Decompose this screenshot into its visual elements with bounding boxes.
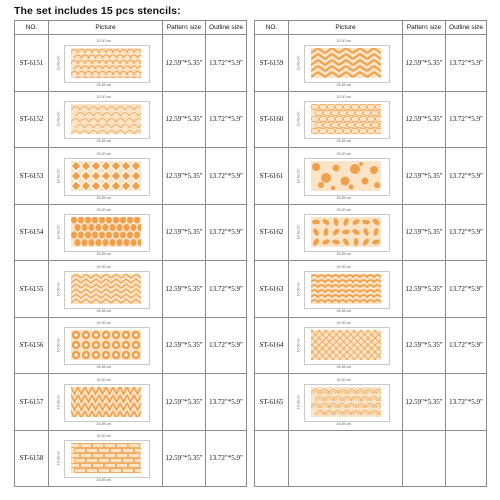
diamonds-icon <box>71 161 141 191</box>
dim-label-bottom: 34.85 cm <box>336 82 352 87</box>
table-row <box>255 35 487 92</box>
page-heading: The set includes 15 pcs stencils: <box>14 5 181 17</box>
stencil-picture <box>56 95 156 143</box>
stencil-frame <box>64 440 150 478</box>
dim-label-top: 32.00 cm <box>96 38 112 43</box>
bricks-icon <box>71 443 141 473</box>
dim-label-top: 32.00 cm <box>336 151 352 156</box>
dim-label-top: 32.00 cm <box>96 321 112 326</box>
dim-label-left: 13.60 cm <box>55 55 60 71</box>
dim-label-left: 13.60 cm <box>55 168 60 184</box>
col-header-outline-size: Outline size <box>206 21 247 35</box>
stencil-table-right <box>254 20 487 487</box>
stencil-frame <box>64 327 150 365</box>
pattern-size: 12.59"*5.35" <box>403 148 446 205</box>
outline-size: 13.72"*5.9" <box>206 35 247 92</box>
stencil-frame <box>64 101 150 139</box>
dim-label-left: 13.60 cm <box>295 281 300 297</box>
dim-label-left: 13.60 cm <box>55 450 60 466</box>
dim-label-top: 32.00 cm <box>96 151 112 156</box>
outline-size: 13.72"*5.9" <box>446 148 487 205</box>
stencil-number: ST-6159 <box>255 35 289 92</box>
basketweave-icon <box>311 48 381 78</box>
outline-size: 13.72"*5.9" <box>446 317 487 374</box>
chevrons-icon <box>71 274 141 304</box>
dim-label-top: 32.00 cm <box>336 95 352 100</box>
dim-label-bottom: 34.85 cm <box>336 308 352 313</box>
dim-label-top: 32.00 cm <box>96 377 112 382</box>
table-row <box>255 374 487 431</box>
waves-icon <box>311 274 381 304</box>
pattern-size <box>403 430 446 487</box>
outline-size: 13.72"*5.9" <box>446 204 487 261</box>
stencil-picture <box>56 152 156 200</box>
herringbone-icon <box>71 387 141 417</box>
cobblestone-icon <box>311 104 381 134</box>
outline-size: 13.72"*5.9" <box>206 374 247 431</box>
table-row <box>15 430 247 487</box>
pattern-size: 12.59"*5.35" <box>403 204 446 261</box>
dim-label-top: 32.00 cm <box>336 321 352 326</box>
pattern-size: 12.59"*5.35" <box>163 204 206 261</box>
outline-size: 13.72"*5.9" <box>206 204 247 261</box>
dim-label-left: 13.60 cm <box>55 337 60 353</box>
pattern-size: 12.59"*5.35" <box>403 374 446 431</box>
outline-size: 13.72"*5.9" <box>206 430 247 487</box>
dim-label-left: 13.60 cm <box>295 224 300 240</box>
col-header-pattern-size: Pattern size <box>403 21 446 35</box>
stencil-number: ST-6165 <box>255 374 289 431</box>
outline-size: 13.72"*5.9" <box>206 317 247 374</box>
stencil-frame <box>304 271 390 309</box>
pattern-size: 12.59"*5.35" <box>163 91 206 148</box>
pattern-size: 12.59"*5.35" <box>163 317 206 374</box>
arches-icon <box>71 104 141 134</box>
pattern-size: 12.59"*5.35" <box>163 261 206 318</box>
stencil-picture <box>56 321 156 369</box>
stencil-picture <box>296 378 396 426</box>
dim-label-bottom: 34.85 cm <box>336 252 352 257</box>
stencil-frame <box>304 158 390 196</box>
table-row <box>255 148 487 205</box>
table-row <box>15 204 247 261</box>
dim-label-left: 13.60 cm <box>295 168 300 184</box>
stencil-frame <box>64 214 150 252</box>
dim-label-bottom: 34.85 cm <box>336 195 352 200</box>
dim-label-left: 13.60 cm <box>55 111 60 127</box>
dim-label-bottom: 34.85 cm <box>96 365 112 370</box>
fans-icon <box>311 387 381 417</box>
stencil-picture <box>56 265 156 313</box>
outline-size <box>446 430 487 487</box>
flowers-icon <box>71 330 141 360</box>
dots-icon <box>311 161 381 191</box>
table-row <box>15 148 247 205</box>
outline-size: 13.72"*5.9" <box>206 91 247 148</box>
dim-label-bottom: 34.85 cm <box>96 139 112 144</box>
stencil-picture <box>56 434 156 482</box>
dim-label-top: 32.00 cm <box>96 434 112 439</box>
pattern-size: 12.59"*5.35" <box>163 430 206 487</box>
stencil-number: ST-6160 <box>255 91 289 148</box>
picture-cell <box>49 430 163 487</box>
lattice-icon <box>71 217 141 247</box>
table-row <box>255 91 487 148</box>
dim-label-left: 13.60 cm <box>55 281 60 297</box>
stencil-number: ST-6161 <box>255 148 289 205</box>
stencil-picture <box>296 95 396 143</box>
picture-cell <box>289 148 403 205</box>
stencil-number: ST-6151 <box>15 35 49 92</box>
picture-cell <box>289 430 403 487</box>
stencil-frame <box>304 214 390 252</box>
stencil-number: ST-6158 <box>15 430 49 487</box>
stencil-number: ST-6154 <box>15 204 49 261</box>
stencil-picture <box>56 208 156 256</box>
dim-label-left: 13.60 cm <box>55 224 60 240</box>
pattern-size: 12.59"*5.35" <box>403 317 446 374</box>
stencil-picture <box>296 321 396 369</box>
stencil-number: ST-6157 <box>15 374 49 431</box>
dim-label-bottom: 34.85 cm <box>336 139 352 144</box>
col-header-pattern-size: Pattern size <box>163 21 206 35</box>
picture-cell <box>289 35 403 92</box>
pattern-size: 12.59"*5.35" <box>403 261 446 318</box>
dim-label-top: 32.00 cm <box>96 264 112 269</box>
dim-label-bottom: 34.85 cm <box>96 478 112 483</box>
dim-label-top: 32.00 cm <box>96 208 112 213</box>
picture-cell <box>49 91 163 148</box>
stencil-picture <box>296 39 396 87</box>
stencil-number: ST-6152 <box>15 91 49 148</box>
picture-cell <box>289 317 403 374</box>
dim-label-left: 13.60 cm <box>295 55 300 71</box>
pattern-size: 12.59"*5.35" <box>163 374 206 431</box>
stencil-number: ST-6163 <box>255 261 289 318</box>
scales-icon <box>71 48 141 78</box>
stencil-picture <box>296 208 396 256</box>
stencil-picture <box>56 39 156 87</box>
outline-size: 13.72"*5.9" <box>446 91 487 148</box>
col-header-no: NO. <box>15 21 49 35</box>
stencil-picture <box>296 152 396 200</box>
stencil-number: ST-6155 <box>15 261 49 318</box>
picture-cell <box>49 148 163 205</box>
outline-size: 13.72"*5.9" <box>446 35 487 92</box>
stencil-number: ST-6162 <box>255 204 289 261</box>
outline-size: 13.72"*5.9" <box>206 148 247 205</box>
dim-label-top: 32.00 cm <box>336 264 352 269</box>
picture-cell <box>289 91 403 148</box>
picture-cell <box>289 261 403 318</box>
stencil-picture <box>56 378 156 426</box>
picture-cell <box>49 374 163 431</box>
pattern-size: 12.59"*5.35" <box>403 35 446 92</box>
stencil-number: ST-6153 <box>15 148 49 205</box>
outline-size: 13.72"*5.9" <box>446 261 487 318</box>
col-header-picture: Picture <box>289 21 403 35</box>
dim-label-top: 32.00 cm <box>336 377 352 382</box>
empty-row <box>255 430 487 487</box>
picture-cell <box>49 317 163 374</box>
dim-label-bottom: 34.85 cm <box>96 195 112 200</box>
picture-cell <box>289 204 403 261</box>
picture-cell <box>49 204 163 261</box>
col-header-no: NO. <box>255 21 289 35</box>
col-header-picture: Picture <box>49 21 163 35</box>
picture-cell <box>289 374 403 431</box>
stencil-frame <box>64 45 150 83</box>
outline-size: 13.72"*5.9" <box>206 261 247 318</box>
table-header-row <box>15 21 247 35</box>
picture-cell <box>49 35 163 92</box>
table-row <box>15 317 247 374</box>
table-row <box>15 91 247 148</box>
table-row <box>255 204 487 261</box>
stencil-frame <box>64 158 150 196</box>
stencil-picture <box>296 265 396 313</box>
stencil-number: ST-6156 <box>15 317 49 374</box>
table-row <box>15 35 247 92</box>
leaves-icon <box>311 217 381 247</box>
stencil-number: ST-6164 <box>255 317 289 374</box>
dim-label-left: 13.60 cm <box>295 111 300 127</box>
dim-label-top: 32.00 cm <box>336 38 352 43</box>
dim-label-bottom: 34.85 cm <box>96 82 112 87</box>
stencil-frame <box>64 384 150 422</box>
pattern-size: 12.59"*5.35" <box>163 35 206 92</box>
stencil-frame <box>304 327 390 365</box>
stencil-frame <box>304 45 390 83</box>
stencil-table-left <box>14 20 247 487</box>
dim-label-bottom: 34.85 cm <box>96 308 112 313</box>
dim-label-top: 32.00 cm <box>96 95 112 100</box>
dim-label-top: 32.00 cm <box>336 208 352 213</box>
stencil-frame <box>304 101 390 139</box>
pattern-size: 12.59"*5.35" <box>163 148 206 205</box>
table-row <box>15 374 247 431</box>
picture-cell <box>49 261 163 318</box>
table-header-row <box>255 21 487 35</box>
dim-label-left: 13.60 cm <box>55 394 60 410</box>
stencil-frame <box>304 384 390 422</box>
col-header-outline-size: Outline size <box>446 21 487 35</box>
dim-label-left: 13.60 cm <box>295 394 300 410</box>
table-row <box>255 317 487 374</box>
stencil-number <box>255 430 289 487</box>
dim-label-bottom: 34.85 cm <box>96 421 112 426</box>
table-row <box>15 261 247 318</box>
trellis-icon <box>311 330 381 360</box>
dim-label-bottom: 34.85 cm <box>336 421 352 426</box>
outline-size: 13.72"*5.9" <box>446 374 487 431</box>
dim-label-left: 13.60 cm <box>295 337 300 353</box>
table-row <box>255 261 487 318</box>
dim-label-bottom: 34.85 cm <box>336 365 352 370</box>
pattern-size: 12.59"*5.35" <box>403 91 446 148</box>
dim-label-bottom: 34.85 cm <box>96 252 112 257</box>
stencil-frame <box>64 271 150 309</box>
